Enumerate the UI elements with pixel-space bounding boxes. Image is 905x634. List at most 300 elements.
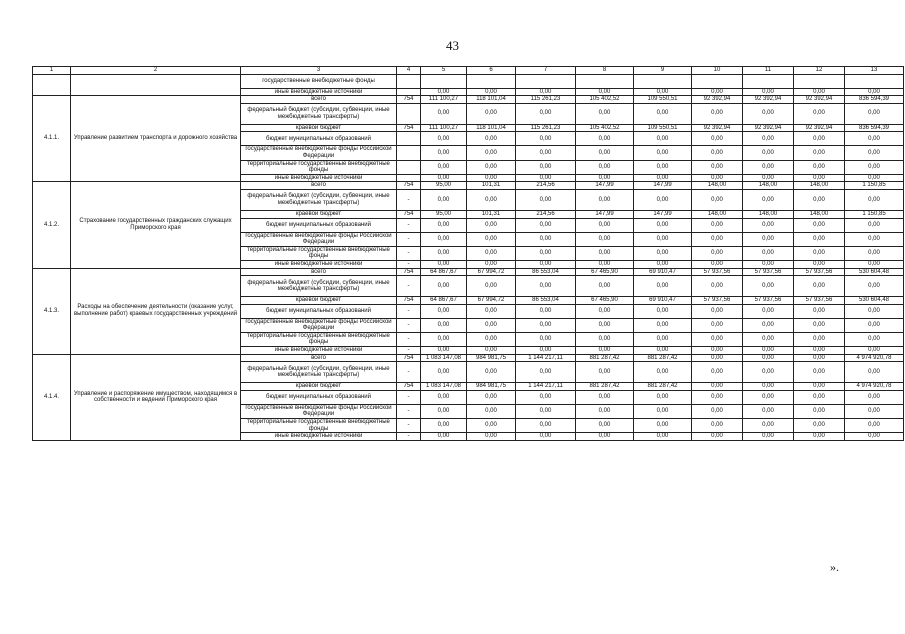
value-cell bbox=[692, 74, 743, 88]
value-cell: 0,00 bbox=[516, 88, 576, 96]
value-cell: 0,00 bbox=[634, 232, 692, 246]
value-cell: 0,00 bbox=[794, 146, 845, 160]
value-cell: 147,99 bbox=[634, 210, 692, 218]
value-cell: 0,00 bbox=[516, 174, 576, 182]
value-cell: 0,00 bbox=[516, 433, 576, 441]
value-cell: 0,00 bbox=[421, 174, 467, 182]
value-cell: 0,00 bbox=[467, 318, 516, 332]
value-cell: 0,00 bbox=[692, 390, 743, 404]
value-cell: 0,00 bbox=[794, 260, 845, 268]
value-cell: 0,00 bbox=[634, 246, 692, 260]
source-cell: иные внебюджетные источники bbox=[241, 260, 397, 268]
value-cell: 0,00 bbox=[467, 390, 516, 404]
source-cell: государственные внебюджетные фонды bbox=[241, 74, 397, 88]
measure-id-cell: 4.1.2. bbox=[33, 182, 71, 268]
value-cell: 0,00 bbox=[845, 260, 904, 268]
source-cell: государственные внебюджетные фонды Российской Федерации bbox=[241, 232, 397, 246]
value-cell: 0,00 bbox=[634, 304, 692, 318]
value-cell: 0,00 bbox=[845, 390, 904, 404]
table-row bbox=[33, 268, 904, 276]
value-cell: 0,00 bbox=[421, 232, 467, 246]
value-cell: 0,00 bbox=[467, 404, 516, 418]
value-cell: 0,00 bbox=[692, 332, 743, 346]
value-cell: 4 974 920,78 bbox=[845, 383, 904, 391]
value-cell: 0,00 bbox=[576, 362, 634, 383]
measure-id-cell: 4.1.3. bbox=[33, 268, 71, 354]
value-cell: 0,00 bbox=[516, 347, 576, 355]
value-cell: 0,00 bbox=[634, 260, 692, 268]
header-cell: 11 bbox=[743, 67, 794, 75]
value-cell: 0,00 bbox=[421, 419, 467, 433]
value-cell: 0,00 bbox=[692, 174, 743, 182]
value-cell: 0,00 bbox=[576, 318, 634, 332]
source-cell: иные внебюджетные источники bbox=[241, 174, 397, 182]
code-cell bbox=[397, 88, 421, 96]
header-cell: 1 bbox=[33, 67, 71, 75]
value-cell: 0,00 bbox=[692, 160, 743, 174]
value-cell: 0,00 bbox=[845, 304, 904, 318]
value-cell: 0,00 bbox=[421, 332, 467, 346]
value-cell: 0,00 bbox=[743, 390, 794, 404]
measure-name-cell: Управление развитием транспорта и дорожного хозяйства bbox=[71, 96, 241, 182]
source-cell: всего bbox=[241, 96, 397, 104]
value-cell: 0,00 bbox=[467, 332, 516, 346]
value-cell: 105 402,52 bbox=[576, 96, 634, 104]
code-cell bbox=[397, 74, 421, 88]
value-cell: 0,00 bbox=[516, 304, 576, 318]
value-cell: 0,00 bbox=[692, 103, 743, 124]
value-cell: 0,00 bbox=[421, 433, 467, 441]
code-cell: - bbox=[397, 404, 421, 418]
value-cell: 0,00 bbox=[576, 332, 634, 346]
value-cell: 0,00 bbox=[845, 318, 904, 332]
value-cell: 0,00 bbox=[467, 88, 516, 96]
code-cell bbox=[397, 146, 421, 160]
value-cell: 0,00 bbox=[576, 132, 634, 146]
value-cell: 95,00 bbox=[421, 210, 467, 218]
value-cell: 0,00 bbox=[421, 160, 467, 174]
value-cell bbox=[576, 74, 634, 88]
value-cell: 148,00 bbox=[692, 182, 743, 190]
value-cell: 0,00 bbox=[634, 218, 692, 232]
value-cell: 0,00 bbox=[467, 276, 516, 297]
value-cell: 0,00 bbox=[743, 146, 794, 160]
value-cell: 111 100,27 bbox=[421, 124, 467, 132]
value-cell: 0,00 bbox=[634, 132, 692, 146]
value-cell: 0,00 bbox=[743, 404, 794, 418]
value-cell: 1 083 147,08 bbox=[421, 383, 467, 391]
value-cell: 0,00 bbox=[634, 404, 692, 418]
value-cell: 0,00 bbox=[634, 103, 692, 124]
source-cell: краевой бюджет bbox=[241, 124, 397, 132]
value-cell: 0,00 bbox=[421, 146, 467, 160]
value-cell: 0,00 bbox=[576, 103, 634, 124]
value-cell: 0,00 bbox=[467, 146, 516, 160]
value-cell: 0,00 bbox=[516, 246, 576, 260]
value-cell: 0,00 bbox=[692, 404, 743, 418]
value-cell bbox=[845, 74, 904, 88]
code-cell: 754 bbox=[397, 354, 421, 362]
value-cell: 0,00 bbox=[845, 146, 904, 160]
value-cell: 984 981,75 bbox=[467, 354, 516, 362]
code-cell bbox=[397, 132, 421, 146]
value-cell: 57 937,56 bbox=[743, 297, 794, 305]
value-cell: 0,00 bbox=[421, 189, 467, 210]
value-cell: 95,00 bbox=[421, 182, 467, 190]
code-cell: - bbox=[397, 276, 421, 297]
value-cell: 0,00 bbox=[576, 160, 634, 174]
value-cell: 64 867,67 bbox=[421, 268, 467, 276]
value-cell: 0,00 bbox=[794, 88, 845, 96]
value-cell: 0,00 bbox=[516, 318, 576, 332]
page-number: 43 bbox=[446, 38, 459, 53]
value-cell: 0,00 bbox=[845, 160, 904, 174]
value-cell: 0,00 bbox=[467, 132, 516, 146]
value-cell: 0,00 bbox=[692, 419, 743, 433]
value-cell: 0,00 bbox=[576, 404, 634, 418]
value-cell: 0,00 bbox=[576, 189, 634, 210]
measure-name-cell: Управление и распоряжение имуществом, находящимся в собственности и ведении Приморского края bbox=[71, 354, 241, 440]
value-cell: 0,00 bbox=[421, 218, 467, 232]
value-cell bbox=[467, 74, 516, 88]
header-cell: 5 bbox=[421, 67, 467, 75]
source-cell: федеральный бюджет (субсидии, субвенции, иные межбюджетные трансферты) bbox=[241, 362, 397, 383]
value-cell: 0,00 bbox=[845, 276, 904, 297]
value-cell: 0,00 bbox=[467, 433, 516, 441]
value-cell: 0,00 bbox=[576, 347, 634, 355]
value-cell: 0,00 bbox=[692, 347, 743, 355]
value-cell: 57 937,56 bbox=[794, 297, 845, 305]
value-cell: 0,00 bbox=[516, 232, 576, 246]
header-cell: 6 bbox=[467, 67, 516, 75]
value-cell: 92 392,94 bbox=[692, 124, 743, 132]
value-cell: 0,00 bbox=[743, 354, 794, 362]
value-cell: 0,00 bbox=[743, 276, 794, 297]
row-code-cell bbox=[33, 74, 71, 96]
source-cell: государственные внебюджетные фонды Российской Федерации bbox=[241, 404, 397, 418]
value-cell: 57 937,56 bbox=[743, 268, 794, 276]
value-cell: 147,99 bbox=[576, 210, 634, 218]
value-cell: 0,00 bbox=[421, 404, 467, 418]
code-cell: 754 bbox=[397, 182, 421, 190]
value-cell: 0,00 bbox=[743, 218, 794, 232]
source-cell: территориальные государственные внебюджетные фонды bbox=[241, 419, 397, 433]
value-cell: 0,00 bbox=[421, 362, 467, 383]
code-cell bbox=[397, 174, 421, 182]
value-cell: 0,00 bbox=[692, 354, 743, 362]
value-cell: 0,00 bbox=[576, 232, 634, 246]
budget-table bbox=[32, 66, 904, 441]
value-cell: 101,31 bbox=[467, 182, 516, 190]
value-cell: 67 994,72 bbox=[467, 268, 516, 276]
value-cell: 86 553,04 bbox=[516, 268, 576, 276]
value-cell: 0,00 bbox=[576, 218, 634, 232]
value-cell: 0,00 bbox=[845, 218, 904, 232]
value-cell: 115 261,23 bbox=[516, 124, 576, 132]
source-cell: территориальные государственные внебюджетные фонды bbox=[241, 332, 397, 346]
value-cell: 64 867,67 bbox=[421, 297, 467, 305]
value-cell: 0,00 bbox=[634, 362, 692, 383]
value-cell: 0,00 bbox=[467, 189, 516, 210]
value-cell: 0,00 bbox=[421, 88, 467, 96]
table-row bbox=[33, 182, 904, 190]
value-cell: 0,00 bbox=[634, 347, 692, 355]
value-cell: 0,00 bbox=[421, 276, 467, 297]
value-cell: 0,00 bbox=[576, 390, 634, 404]
value-cell: 0,00 bbox=[692, 276, 743, 297]
value-cell: 0,00 bbox=[845, 103, 904, 124]
value-cell: 69 910,47 bbox=[634, 268, 692, 276]
code-cell: - bbox=[397, 260, 421, 268]
value-cell: 0,00 bbox=[743, 132, 794, 146]
value-cell: 1 144 217,11 bbox=[516, 354, 576, 362]
value-cell: 0,00 bbox=[576, 276, 634, 297]
value-cell: 0,00 bbox=[692, 260, 743, 268]
value-cell: 881 287,42 bbox=[576, 354, 634, 362]
value-cell: 0,00 bbox=[845, 189, 904, 210]
value-cell: 0,00 bbox=[794, 232, 845, 246]
code-cell: - bbox=[397, 246, 421, 260]
value-cell: 0,00 bbox=[467, 347, 516, 355]
row-name-cell bbox=[71, 74, 241, 96]
value-cell: 0,00 bbox=[692, 88, 743, 96]
value-cell: 0,00 bbox=[794, 304, 845, 318]
code-cell: - bbox=[397, 318, 421, 332]
value-cell: 0,00 bbox=[794, 347, 845, 355]
value-cell: 92 392,94 bbox=[743, 96, 794, 104]
value-cell: 0,00 bbox=[794, 383, 845, 391]
value-cell: 0,00 bbox=[845, 174, 904, 182]
value-cell: 0,00 bbox=[743, 174, 794, 182]
value-cell: 0,00 bbox=[516, 362, 576, 383]
value-cell: 0,00 bbox=[743, 88, 794, 96]
value-cell: 86 553,04 bbox=[516, 297, 576, 305]
value-cell: 0,00 bbox=[467, 304, 516, 318]
value-cell: 92 392,94 bbox=[794, 96, 845, 104]
value-cell: 0,00 bbox=[421, 260, 467, 268]
value-cell: 92 392,94 bbox=[794, 124, 845, 132]
value-cell: 109 550,51 bbox=[634, 124, 692, 132]
value-cell: 67 994,72 bbox=[467, 297, 516, 305]
value-cell: 0,00 bbox=[576, 246, 634, 260]
value-cell: 0,00 bbox=[421, 390, 467, 404]
value-cell: 0,00 bbox=[634, 88, 692, 96]
value-cell: 0,00 bbox=[743, 103, 794, 124]
value-cell: 1 144 217,11 bbox=[516, 383, 576, 391]
value-cell: 0,00 bbox=[794, 419, 845, 433]
code-cell: 754 bbox=[397, 96, 421, 104]
code-cell: - bbox=[397, 419, 421, 433]
value-cell: 0,00 bbox=[516, 132, 576, 146]
value-cell: 836 594,39 bbox=[845, 96, 904, 104]
header-cell: 13 bbox=[845, 67, 904, 75]
value-cell: 0,00 bbox=[516, 146, 576, 160]
value-cell: 0,00 bbox=[794, 354, 845, 362]
value-cell: 0,00 bbox=[845, 404, 904, 418]
value-cell: 0,00 bbox=[845, 246, 904, 260]
value-cell: 0,00 bbox=[845, 433, 904, 441]
value-cell: 0,00 bbox=[692, 232, 743, 246]
header-row bbox=[33, 67, 904, 75]
source-cell: территориальные государственные внебюджетные фонды bbox=[241, 246, 397, 260]
value-cell: 0,00 bbox=[743, 189, 794, 210]
value-cell: 0,00 bbox=[794, 332, 845, 346]
value-cell: 0,00 bbox=[576, 433, 634, 441]
value-cell: 0,00 bbox=[692, 146, 743, 160]
value-cell: 0,00 bbox=[743, 383, 794, 391]
header-cell: 12 bbox=[794, 67, 845, 75]
code-cell: - bbox=[397, 362, 421, 383]
value-cell: 0,00 bbox=[794, 246, 845, 260]
source-cell: бюджет муниципальных образований bbox=[241, 218, 397, 232]
value-cell: 0,00 bbox=[692, 218, 743, 232]
value-cell: 0,00 bbox=[845, 419, 904, 433]
source-cell: иные внебюджетные источники bbox=[241, 88, 397, 96]
value-cell: 0,00 bbox=[794, 404, 845, 418]
value-cell: 0,00 bbox=[634, 332, 692, 346]
value-cell: 0,00 bbox=[692, 189, 743, 210]
value-cell: 0,00 bbox=[845, 347, 904, 355]
closing-mark: ». bbox=[830, 560, 839, 574]
code-cell: 754 bbox=[397, 210, 421, 218]
source-cell: краевой бюджет bbox=[241, 210, 397, 218]
value-cell: 0,00 bbox=[634, 390, 692, 404]
value-cell: 0,00 bbox=[421, 347, 467, 355]
value-cell: 4 974 920,78 bbox=[845, 354, 904, 362]
table-row bbox=[33, 354, 904, 362]
value-cell: 148,00 bbox=[743, 182, 794, 190]
value-cell: 0,00 bbox=[692, 132, 743, 146]
header-cell: 4 bbox=[397, 67, 421, 75]
value-cell: 0,00 bbox=[634, 146, 692, 160]
value-cell: 0,00 bbox=[516, 218, 576, 232]
value-cell: 0,00 bbox=[421, 103, 467, 124]
value-cell: 881 287,42 bbox=[576, 383, 634, 391]
header-cell: 7 bbox=[516, 67, 576, 75]
value-cell: 0,00 bbox=[743, 433, 794, 441]
header-cell: 10 bbox=[692, 67, 743, 75]
value-cell: 0,00 bbox=[743, 318, 794, 332]
value-cell: 118 101,04 bbox=[467, 124, 516, 132]
table-row bbox=[33, 74, 904, 88]
value-cell: 214,56 bbox=[516, 210, 576, 218]
value-cell: 0,00 bbox=[467, 246, 516, 260]
value-cell: 0,00 bbox=[845, 362, 904, 383]
header-cell: 3 bbox=[241, 67, 397, 75]
source-cell: иные внебюджетные источники bbox=[241, 433, 397, 441]
value-cell: 57 937,56 bbox=[692, 268, 743, 276]
value-cell: 0,00 bbox=[467, 103, 516, 124]
code-cell bbox=[397, 103, 421, 124]
value-cell: 92 392,94 bbox=[743, 124, 794, 132]
value-cell: 148,00 bbox=[794, 210, 845, 218]
value-cell: 0,00 bbox=[421, 246, 467, 260]
value-cell: 0,00 bbox=[743, 260, 794, 268]
value-cell: 115 261,23 bbox=[516, 96, 576, 104]
value-cell: 0,00 bbox=[467, 174, 516, 182]
value-cell: 0,00 bbox=[743, 362, 794, 383]
value-cell: 0,00 bbox=[794, 433, 845, 441]
value-cell: 530 604,48 bbox=[845, 297, 904, 305]
measure-name-cell: Расходы на обеспечение деятельности (оказание услуг, выполнение работ) краевых государственных учреждений bbox=[71, 268, 241, 354]
value-cell: 0,00 bbox=[421, 318, 467, 332]
value-cell: 0,00 bbox=[692, 318, 743, 332]
value-cell: 0,00 bbox=[467, 362, 516, 383]
table-body bbox=[33, 67, 904, 441]
code-cell bbox=[397, 160, 421, 174]
value-cell: 0,00 bbox=[634, 174, 692, 182]
source-cell: всего bbox=[241, 182, 397, 190]
value-cell: 0,00 bbox=[845, 132, 904, 146]
code-cell: - bbox=[397, 189, 421, 210]
source-cell: всего bbox=[241, 354, 397, 362]
measure-id-cell: 4.1.1. bbox=[33, 96, 71, 182]
value-cell: 0,00 bbox=[743, 160, 794, 174]
value-cell: 0,00 bbox=[794, 362, 845, 383]
source-cell: краевой бюджет bbox=[241, 297, 397, 305]
value-cell: 0,00 bbox=[516, 419, 576, 433]
value-cell: 0,00 bbox=[794, 174, 845, 182]
code-cell: - bbox=[397, 433, 421, 441]
value-cell: 69 910,47 bbox=[634, 297, 692, 305]
value-cell: 57 937,56 bbox=[794, 268, 845, 276]
value-cell: 0,00 bbox=[845, 88, 904, 96]
value-cell bbox=[794, 74, 845, 88]
value-cell: 109 550,51 bbox=[634, 96, 692, 104]
source-cell: федеральный бюджет (субсидии, субвенции, иные межбюджетные трансферты) bbox=[241, 103, 397, 124]
value-cell: 0,00 bbox=[516, 404, 576, 418]
measure-id-cell: 4.1.4. bbox=[33, 354, 71, 440]
value-cell bbox=[516, 74, 576, 88]
source-cell: федеральный бюджет (субсидии, субвенции, иные межбюджетные трансферты) bbox=[241, 189, 397, 210]
value-cell: 0,00 bbox=[634, 160, 692, 174]
value-cell: 0,00 bbox=[467, 232, 516, 246]
code-cell: - bbox=[397, 218, 421, 232]
value-cell: 0,00 bbox=[845, 332, 904, 346]
value-cell: 0,00 bbox=[634, 433, 692, 441]
value-cell: 881 287,42 bbox=[634, 383, 692, 391]
value-cell: 0,00 bbox=[421, 132, 467, 146]
value-cell: 0,00 bbox=[794, 218, 845, 232]
value-cell: 0,00 bbox=[467, 160, 516, 174]
value-cell: 214,56 bbox=[516, 182, 576, 190]
value-cell: 0,00 bbox=[743, 347, 794, 355]
value-cell: 0,00 bbox=[421, 304, 467, 318]
code-cell: - bbox=[397, 232, 421, 246]
code-cell: - bbox=[397, 332, 421, 346]
value-cell: 0,00 bbox=[634, 189, 692, 210]
source-cell: краевой бюджет bbox=[241, 383, 397, 391]
value-cell: 105 402,52 bbox=[576, 124, 634, 132]
value-cell: 0,00 bbox=[794, 160, 845, 174]
value-cell: 0,00 bbox=[692, 433, 743, 441]
code-cell: 754 bbox=[397, 383, 421, 391]
value-cell: 1 150,85 bbox=[845, 210, 904, 218]
value-cell: 0,00 bbox=[576, 260, 634, 268]
value-cell: 0,00 bbox=[794, 390, 845, 404]
header-cell: 8 bbox=[576, 67, 634, 75]
value-cell: 0,00 bbox=[794, 276, 845, 297]
code-cell: 754 bbox=[397, 297, 421, 305]
value-cell: 0,00 bbox=[692, 304, 743, 318]
value-cell: 0,00 bbox=[516, 390, 576, 404]
value-cell: 147,99 bbox=[634, 182, 692, 190]
source-cell: бюджет муниципальных образований bbox=[241, 390, 397, 404]
value-cell: 0,00 bbox=[467, 218, 516, 232]
value-cell: 0,00 bbox=[576, 419, 634, 433]
value-cell: 0,00 bbox=[794, 132, 845, 146]
source-cell: бюджет муниципальных образований bbox=[241, 132, 397, 146]
